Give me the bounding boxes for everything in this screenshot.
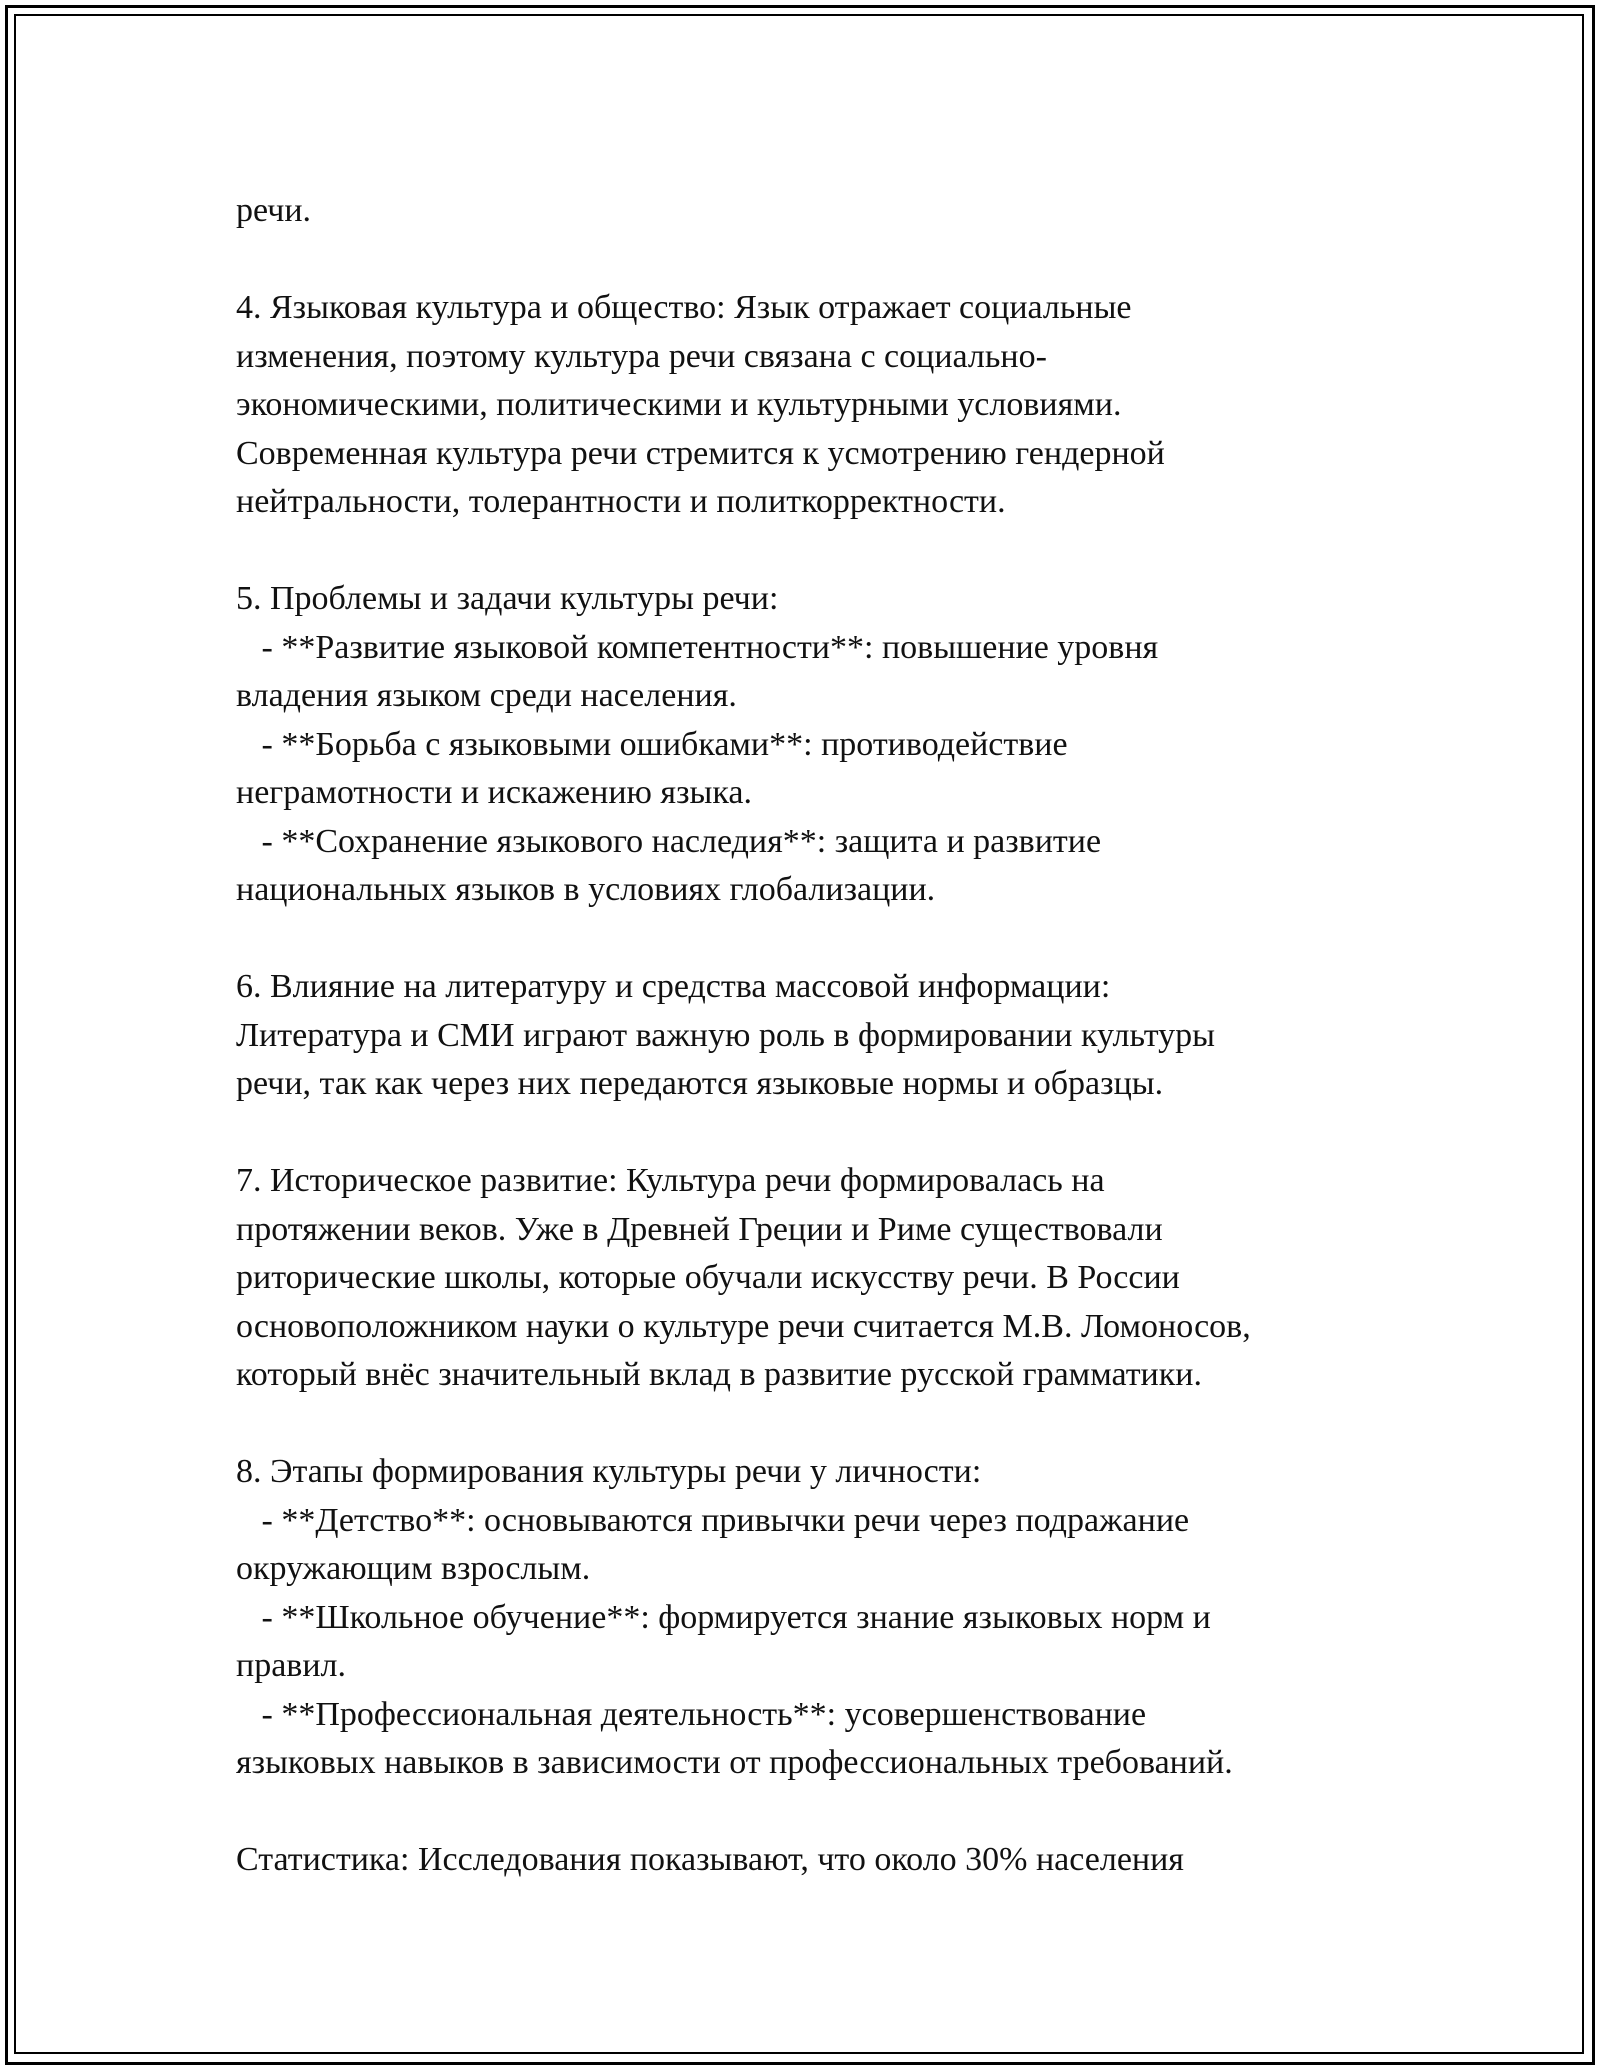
paragraph-language-culture-society — [236, 284, 1426, 527]
text-line: 8. Этапы формирования культуры речи у личности: — [236, 1453, 982, 1490]
paragraph-formation-stages — [236, 1448, 1426, 1788]
paragraph-statistics — [236, 1836, 1426, 1885]
text-line: речи. — [236, 192, 312, 229]
text-line: - **Детство**: основываются привычки речи через подражание — [236, 1501, 1190, 1539]
paragraph-literature-media — [236, 963, 1426, 1109]
paragraph-historical-development — [236, 1157, 1426, 1400]
text-line: протяжении веков. Уже в Древней Греции и Риме существовали — [236, 1210, 1163, 1248]
text-line: 4. Языковая культура и общество: Язык отражает социальные — [236, 289, 1132, 326]
text-line: - **Школьное обучение**: формируется знание языковых норм и — [236, 1598, 1211, 1636]
paragraph-continuation — [236, 187, 1426, 236]
text-line: изменения, поэтому культура речи связана с социально- — [236, 337, 1047, 375]
text-line: 6. Влияние на литературу и средства массовой информации: — [236, 968, 1111, 1005]
text-line: Современная культура речи стремится к усмотрению гендерной — [236, 434, 1165, 472]
text-line: экономическими, политическими и культурными условиями. — [236, 386, 1122, 423]
text-line: - **Борьба с языковыми ошибками**: противодействие — [236, 725, 1068, 763]
paragraph-problems-tasks — [236, 575, 1426, 915]
document-body — [236, 187, 1426, 1933]
text-line: языковых навыков в зависимости от профессиональных требований. — [236, 1744, 1233, 1781]
text-line: окружающим взрослым. — [236, 1550, 591, 1587]
text-line: - **Развитие языковой компетентности**: повышение уровня — [236, 628, 1159, 666]
text-line: нейтральности, толерантности и политкорректности. — [236, 483, 1006, 520]
text-line: 5. Проблемы и задачи культуры речи: — [236, 580, 779, 617]
text-line: владения языком среди населения. — [236, 677, 737, 714]
text-line: риторические школы, которые обучали искусству речи. В России — [236, 1259, 1180, 1296]
text-line: - **Профессиональная деятельность**: усовершенствование — [236, 1695, 1147, 1733]
text-line: Статистика: Исследования показывают, что около 30% населения — [236, 1841, 1184, 1878]
text-line: 7. Историческое развитие: Культура речи формировалась на — [236, 1162, 1105, 1199]
text-line: Литература и СМИ играют важную роль в формировании культуры — [236, 1016, 1215, 1054]
text-line: правил. — [236, 1647, 347, 1684]
text-line: основоположником науки о культуре речи считается М.В. Ломоносов, — [236, 1307, 1251, 1345]
text-line: речи, так как через них передаются языковые нормы и образцы. — [236, 1065, 1164, 1102]
text-line: - **Сохранение языкового наследия**: защита и развитие — [236, 822, 1102, 860]
text-line: национальных языков в условиях глобализации. — [236, 871, 936, 908]
text-line: который внёс значительный вклад в развитие русской грамматики. — [236, 1356, 1202, 1393]
text-line: неграмотности и искажению языка. — [236, 774, 752, 811]
